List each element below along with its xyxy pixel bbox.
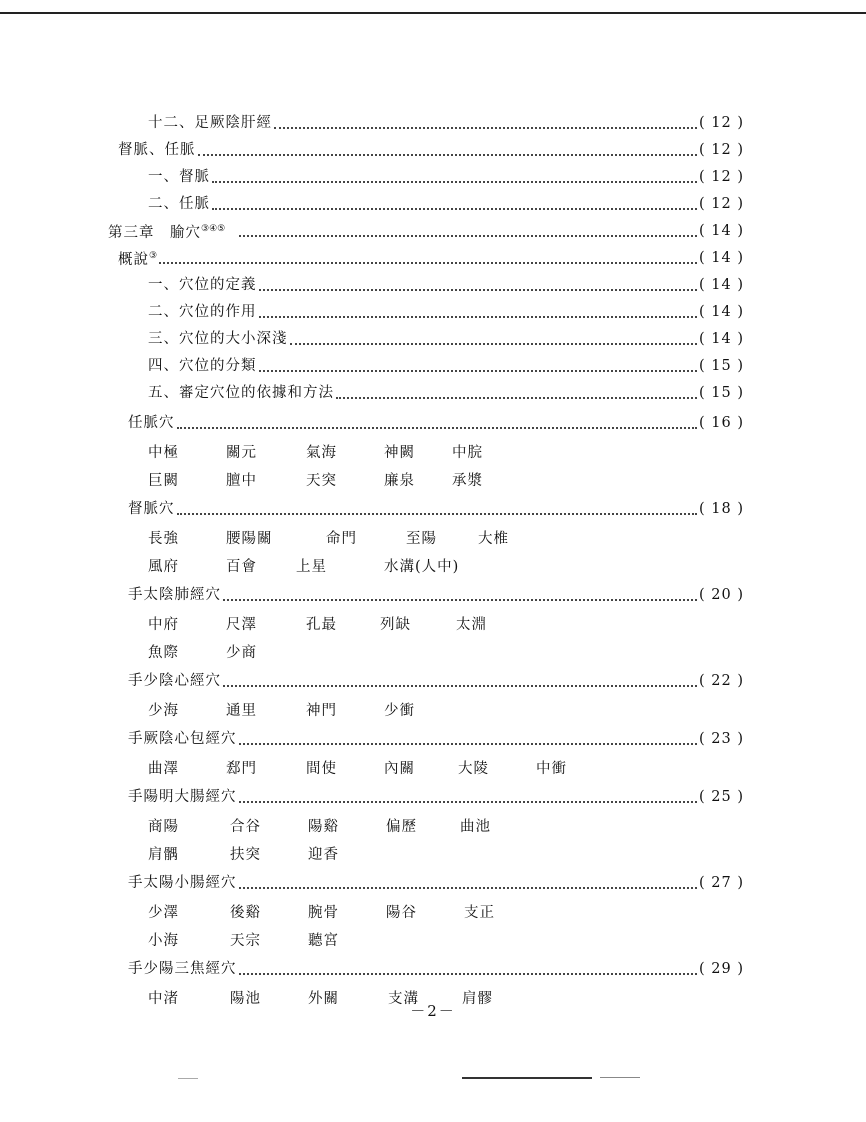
- acupoint-name: 中府: [148, 617, 179, 633]
- acupoint-name: 中衝: [536, 761, 567, 777]
- toc-entry-page: ( 15 ): [699, 358, 744, 374]
- acupoint-line: [148, 928, 708, 954]
- toc-entry: [118, 137, 744, 163]
- acupoint-name: 大椎: [478, 531, 509, 547]
- toc-entry-label: 手陽明大腸經穴: [128, 789, 237, 805]
- acupoint-name: 曲澤: [148, 761, 179, 777]
- acupoint-line: [148, 468, 708, 494]
- leader-dots: [259, 287, 698, 291]
- acupoint-name: 水溝(人中): [384, 559, 460, 575]
- toc-entry-label: 四、穴位的分類: [148, 358, 257, 374]
- acupoint-name: 迎香: [308, 847, 339, 863]
- leader-dots: [239, 741, 698, 745]
- acupoint-line: [148, 814, 708, 840]
- acupoint-name: 肩髃: [148, 847, 179, 863]
- toc-entry-label: 十二、足厥陰肝經: [148, 115, 272, 131]
- acupoint-name: 陽池: [230, 991, 261, 1007]
- acupoint-name: 膻中: [226, 473, 257, 489]
- acupoint-line: [148, 526, 708, 552]
- leader-dots: [177, 425, 698, 429]
- toc-entry-label: 督脈穴: [128, 501, 175, 517]
- acupoint-name: 少海: [148, 703, 179, 719]
- top-rule: [0, 12, 866, 14]
- leader-dots: [239, 233, 697, 237]
- acupoint-name: 扶突: [230, 847, 261, 863]
- acupoint-line: [148, 756, 708, 782]
- scan-artifact-line: [600, 1077, 640, 1078]
- leader-dots: [259, 368, 698, 372]
- acupoint-name: 支正: [464, 905, 495, 921]
- toc-entry-page: ( 14 ): [699, 250, 744, 266]
- acupoint-name: 曲池: [460, 819, 491, 835]
- acupoint-name: 承漿: [452, 473, 483, 489]
- acupoint-name: 關元: [226, 445, 257, 461]
- acupoint-name: 太淵: [456, 617, 487, 633]
- acupoint-line: [148, 842, 708, 868]
- page-number: －2－: [410, 1002, 456, 1020]
- leader-dots: [177, 511, 698, 515]
- toc-entry-page: ( 27 ): [699, 875, 744, 891]
- toc-entry-label: 督脈、任脈: [118, 142, 196, 158]
- leader-dots: [290, 341, 698, 345]
- leader-dots: [223, 597, 697, 601]
- acupoint-name: 命門: [326, 531, 357, 547]
- acupoint-name: 通里: [226, 703, 257, 719]
- leader-dots: [274, 125, 697, 129]
- acupoint-name: 內關: [384, 761, 415, 777]
- acupoint-name: 神闕: [384, 445, 415, 461]
- toc-entry: [148, 110, 744, 136]
- footnote-marks: ③④⑤: [201, 224, 226, 234]
- toc-entry-page: ( 15 ): [699, 385, 744, 401]
- acupoint-name: 少衝: [384, 703, 415, 719]
- toc-entry-page: ( 23 ): [699, 731, 744, 747]
- acupoint-name: 百會: [226, 559, 257, 575]
- acupoint-name: 列缺: [380, 617, 411, 633]
- toc-chapter-entry: [108, 218, 744, 244]
- toc-entry-page: ( 12 ): [699, 115, 744, 131]
- toc-meridian-entry: [128, 870, 744, 896]
- acupoint-name: 氣海: [306, 445, 337, 461]
- acupoint-line: [148, 554, 708, 580]
- acupoint-name: 長強: [148, 531, 179, 547]
- toc-entry-page: ( 14 ): [699, 331, 744, 347]
- toc-entry-page: ( 22 ): [699, 673, 744, 689]
- toc-entry: [148, 326, 744, 352]
- acupoint-name: 支溝: [388, 991, 419, 1007]
- acupoint-name: 至陽: [406, 531, 437, 547]
- acupoint-line: [148, 900, 708, 926]
- leader-dots: [159, 260, 697, 264]
- acupoint-name: 孔最: [306, 617, 337, 633]
- acupoint-name: 陽谷: [386, 905, 417, 921]
- acupoint-name: 腕骨: [308, 905, 339, 921]
- toc-entry-label: 手厥陰心包經穴: [128, 731, 237, 747]
- toc-entry-page: ( 25 ): [699, 789, 744, 805]
- acupoint-name: 小海: [148, 933, 179, 949]
- acupoint-name: 間使: [306, 761, 337, 777]
- toc-entry-page: ( 29 ): [699, 961, 744, 977]
- acupoint-line: [148, 440, 708, 466]
- acupoint-line: [148, 698, 708, 724]
- toc-entry-label: 手少陰心經穴: [128, 673, 221, 689]
- toc-entry-label: 概說③: [118, 251, 158, 268]
- leader-dots: [198, 152, 698, 156]
- acupoint-name: 郄門: [226, 761, 257, 777]
- acupoint-name: 合谷: [230, 819, 261, 835]
- acupoint-name: 風府: [148, 559, 179, 575]
- acupoint-name: 肩髎: [462, 991, 493, 1007]
- toc-entry-label: 三、穴位的大小深淺: [148, 331, 288, 347]
- toc-entry-label: 一、穴位的定義: [148, 277, 257, 293]
- acupoint-name: 少商: [226, 645, 257, 661]
- toc-entry: [148, 299, 744, 325]
- acupoint-name: 天突: [306, 473, 337, 489]
- toc-entry-page: ( 14 ): [699, 277, 744, 293]
- acupoint-name: 偏歷: [386, 819, 417, 835]
- leader-dots: [212, 179, 697, 183]
- toc-meridian-entry: [128, 496, 744, 522]
- acupoint-line: [148, 640, 708, 666]
- leader-dots: [223, 683, 697, 687]
- toc-entry-page: ( 14 ): [699, 304, 744, 320]
- toc-entry-page: ( 12 ): [699, 169, 744, 185]
- toc-meridian-entry: [128, 956, 744, 982]
- toc-entry: [118, 245, 744, 271]
- toc-entry: [148, 191, 744, 217]
- toc-meridian-entry: [128, 726, 744, 752]
- toc-entry: [148, 272, 744, 298]
- acupoint-name: 腰陽關: [226, 531, 273, 547]
- acupoint-name: 中極: [148, 445, 179, 461]
- acupoint-name: 少澤: [148, 905, 179, 921]
- toc-entry: [148, 353, 744, 379]
- toc-entry-label: 五、審定穴位的依據和方法: [148, 385, 334, 401]
- leader-dots: [336, 395, 697, 399]
- toc-entry-label: 任脈穴: [128, 415, 175, 431]
- acupoint-name: 巨闕: [148, 473, 179, 489]
- toc-entry-label: 手太陰肺經穴: [128, 587, 221, 603]
- scan-artifact-line: [178, 1078, 198, 1079]
- acupoint-name: 中渚: [148, 991, 179, 1007]
- acupoint-name: 商陽: [148, 819, 179, 835]
- acupoint-name: 後谿: [230, 905, 261, 921]
- toc-meridian-entry: [128, 410, 744, 436]
- acupoint-name: 陽谿: [308, 819, 339, 835]
- acupoint-name: 外關: [308, 991, 339, 1007]
- toc-meridian-entry: [128, 582, 744, 608]
- toc-entry-label: 一、督脈: [148, 169, 210, 185]
- toc-entry-label: 第三章 腧穴③④⑤: [108, 224, 226, 241]
- toc-entry-label: 手少陽三焦經穴: [128, 961, 237, 977]
- acupoint-name: 天宗: [230, 933, 261, 949]
- toc-entry-label: 手太陽小腸經穴: [128, 875, 237, 891]
- toc-entry-page: ( 12 ): [699, 196, 744, 212]
- acupoint-name: 大陵: [458, 761, 489, 777]
- toc-meridian-entry: [128, 668, 744, 694]
- leader-dots: [212, 206, 697, 210]
- acupoint-name: 上星: [296, 559, 327, 575]
- acupoint-name: 中脘: [452, 445, 483, 461]
- toc-entry: [148, 164, 744, 190]
- footnote-marks: ③: [149, 251, 158, 261]
- acupoint-name: 聽宮: [308, 933, 339, 949]
- leader-dots: [239, 885, 698, 889]
- acupoint-name: 神門: [306, 703, 337, 719]
- toc-entry-page: ( 20 ): [699, 587, 744, 603]
- toc-entry-label: 二、任脈: [148, 196, 210, 212]
- acupoint-name: 尺澤: [226, 617, 257, 633]
- leader-dots: [239, 971, 698, 975]
- toc-entry-page: ( 14 ): [699, 223, 744, 239]
- leader-dots: [239, 799, 698, 803]
- acupoint-name: 魚際: [148, 645, 179, 661]
- acupoint-line: [148, 612, 708, 638]
- leader-dots: [259, 314, 698, 318]
- scan-artifact-line: [462, 1077, 592, 1079]
- toc-entry-page: ( 12 ): [699, 142, 744, 158]
- toc-meridian-entry: [128, 784, 744, 810]
- toc-entry-label: 二、穴位的作用: [148, 304, 257, 320]
- toc-entry: [148, 380, 744, 406]
- toc-entry-page: ( 18 ): [699, 501, 744, 517]
- acupoint-name: 廉泉: [384, 473, 415, 489]
- toc-entry-page: ( 16 ): [699, 415, 744, 431]
